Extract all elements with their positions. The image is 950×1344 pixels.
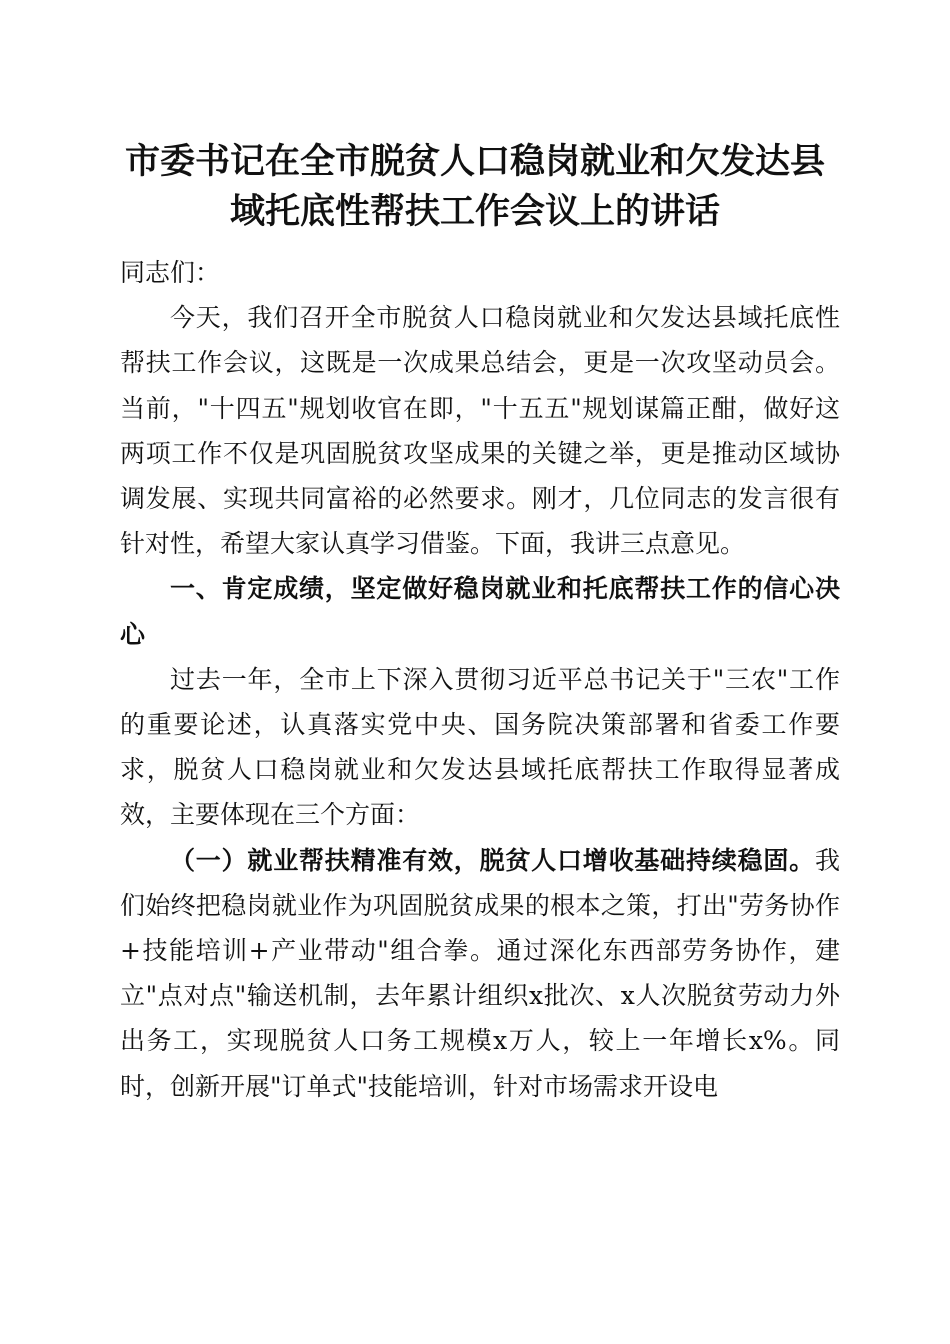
subsection-1-paragraph <box>120 838 840 1109</box>
section-heading-1: 一、肯定成绩，坚定做好稳岗就业和托底帮扶工作的信心决心 <box>120 574 840 649</box>
salutation: 同志们： <box>120 258 221 287</box>
section-1-paragraph: 过去一年，全市上下深入贯彻习近平总书记关于"三农"工作的重要论述，认真落实党中央、国务院决策部署和省委工作要求，脱贫人口稳岗就业和欠发达县域托底帮扶工作取得显著成效，主要体现在三个方面： <box>120 664 840 830</box>
document-body <box>120 250 840 1109</box>
subsection-heading-1: （一）就业帮扶精准有效，脱贫人口增收基础持续稳固。 <box>170 845 815 875</box>
document-title-line-2: 域托底性帮扶工作会议上的讲话 <box>229 191 720 232</box>
intro-paragraph: 今天，我们召开全市脱贫人口稳岗就业和欠发达县域托底性帮扶工作会议，这既是一次成果总结会，更是一次攻坚动员会。当前，"十四五"规划收官在即，"十五五"规划谋篇正酣，做好这两项工作不仅是巩固脱贫攻坚成果的关键之举，更是推动区域协调发展、实现共同富裕的必然要求。刚才，几位同志的发言很有针对性，希望大家认真学习借鉴。下面，我讲三点意见。 <box>120 303 840 559</box>
subsection-1-text: 我们始终把稳岗就业作为巩固脱贫成果的根本之策，打出"劳务协作+技能培训+产业带动"组合拳。通过深化东西部劳务协作，建立"点对点"输送机制，去年累计组织x批次、x人次脱贫劳动力外出务工，实现脱贫人口务工规模x万人，较上一年增长x%。同时，创新开展"订单式"技能培训，针对市场需求开设电 <box>120 845 840 1101</box>
document-title-line-1: 市委书记在全市脱贫人口稳岗就业和欠发达县 <box>124 141 825 182</box>
